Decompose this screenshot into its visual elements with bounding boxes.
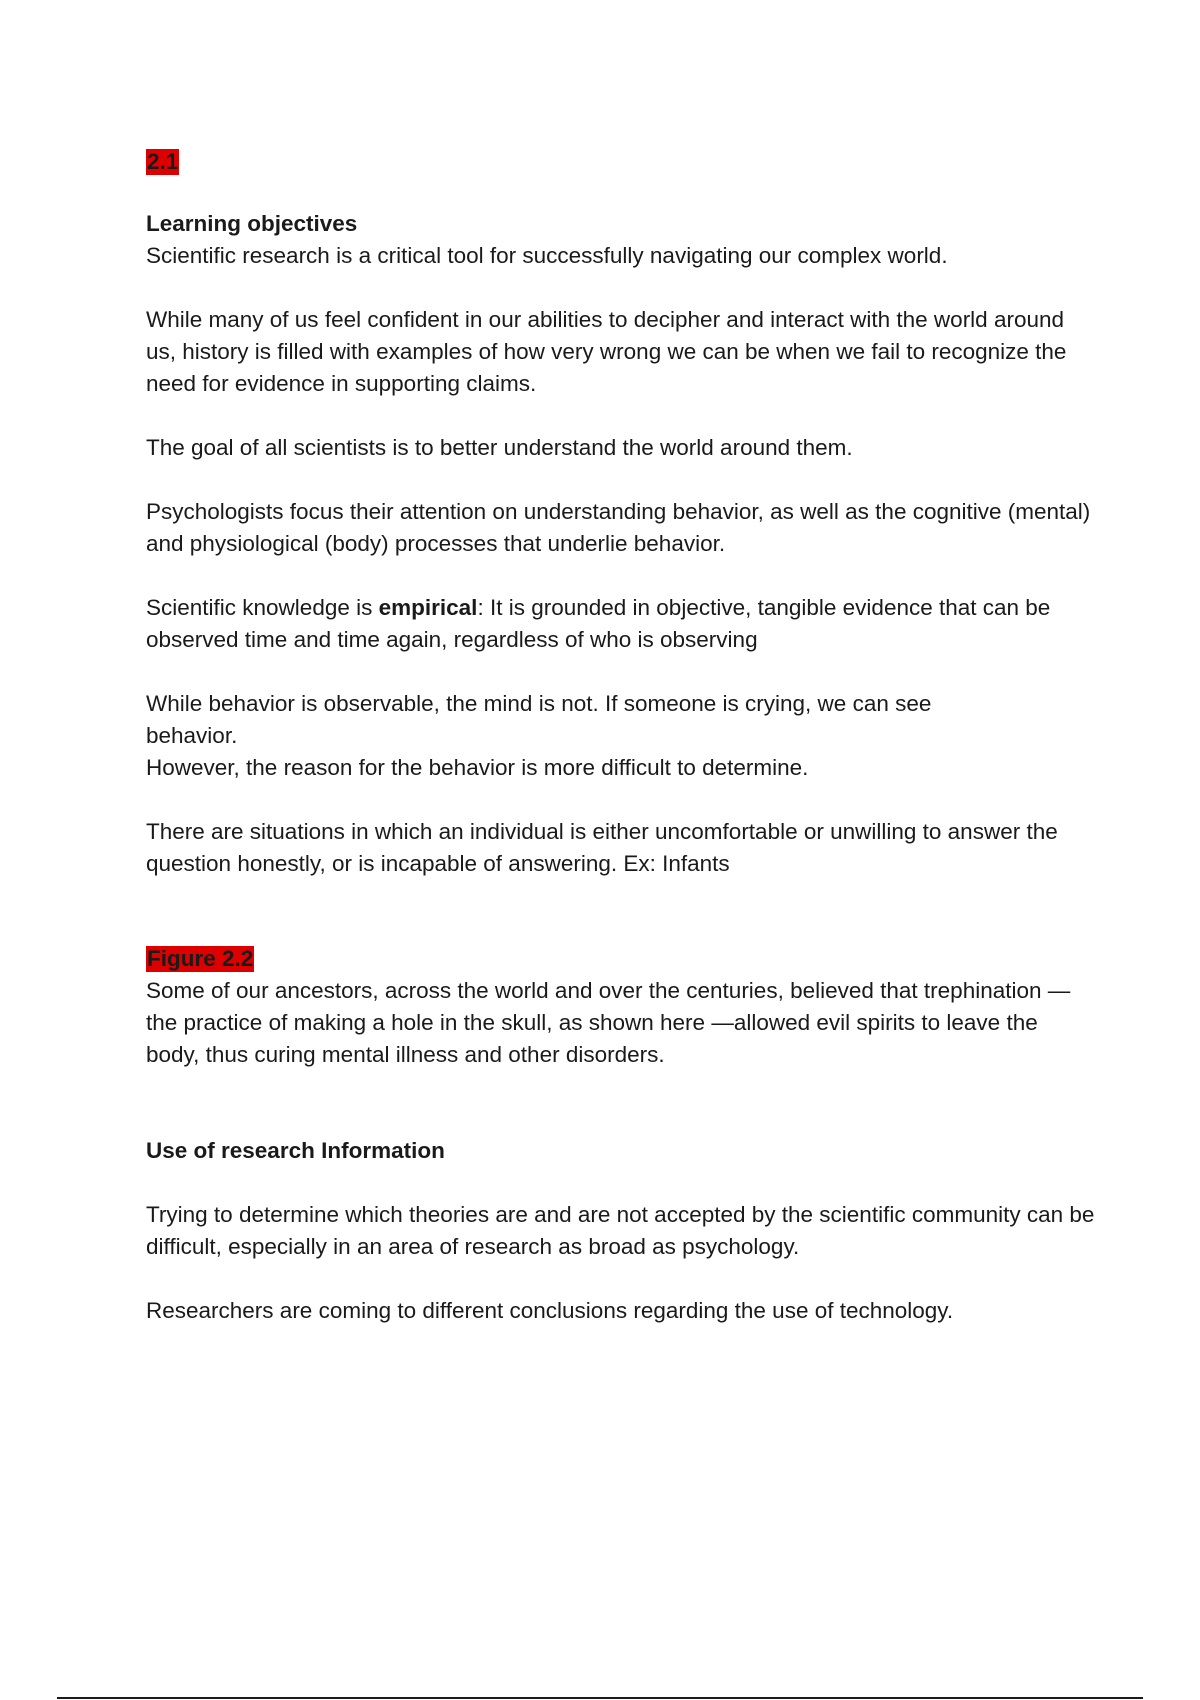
paragraph-behavior-observable: While behavior is observable, the mind is not. If someone is crying, we can see behavior. xyxy=(146,691,932,748)
paragraph-theories-accepted: Trying to determine which theories are and are not accepted by the scientific community can be difficult, especially in an area of research as broad as psychology. xyxy=(146,1202,1095,1259)
paragraph-confidence: While many of us feel confident in our abilities to decipher and interact with the world around us, history is filled with examples of how very wrong we can be when we fail to recognize the need for evidence in supporting claims. xyxy=(146,307,1067,396)
empirical-term: empirical xyxy=(378,595,478,620)
section-number-row xyxy=(146,146,1096,178)
learning-objectives-heading: Learning objectives xyxy=(146,211,358,236)
figure-caption: Some of our ancestors, across the world and over the centuries, believed that trephination — the practice of making a hole in the skull, as shown here —allowed evil spirits to leave the body, thus curing mental illness and other disorders. xyxy=(146,978,1071,1067)
paragraph-research-tool: Scientific research is a critical tool for successfully navigating our complex world. xyxy=(146,243,948,268)
paragraph-unwilling-to-answer: There are situations in which an individual is either uncomfortable or unwilling to answer the question honestly, or is incapable of answering. Ex: Infants xyxy=(146,819,1058,876)
figure-label-highlight: Figure 2.2 xyxy=(147,946,254,971)
research-information-heading: Use of research Information xyxy=(146,1138,445,1163)
figure-label-row xyxy=(146,943,1096,975)
empirical-suffix: : It is grounded in objective, tangible evidence that can be observed time and time again, regardless of who is observing xyxy=(146,595,1051,652)
paragraph-different-conclusions: Researchers are coming to different conclusions regarding the use of technology. xyxy=(146,1298,954,1323)
paragraph-empirical xyxy=(146,592,1096,656)
document-page xyxy=(146,146,1096,1327)
section-number-highlight: 2.1 xyxy=(147,149,179,174)
page-bottom-rule xyxy=(57,1697,1143,1699)
empirical-prefix: Scientific knowledge is xyxy=(146,595,379,620)
paragraph-behavior-reason: However, the reason for the behavior is more difficult to determine. xyxy=(146,755,809,780)
paragraph-psychologists-focus: Psychologists focus their attention on understanding behavior, as well as the cognitive (mental) and physiological (body) processes that underlie behavior. xyxy=(146,499,1091,556)
paragraph-goal-of-scientists: The goal of all scientists is to better understand the world around them. xyxy=(146,435,853,460)
